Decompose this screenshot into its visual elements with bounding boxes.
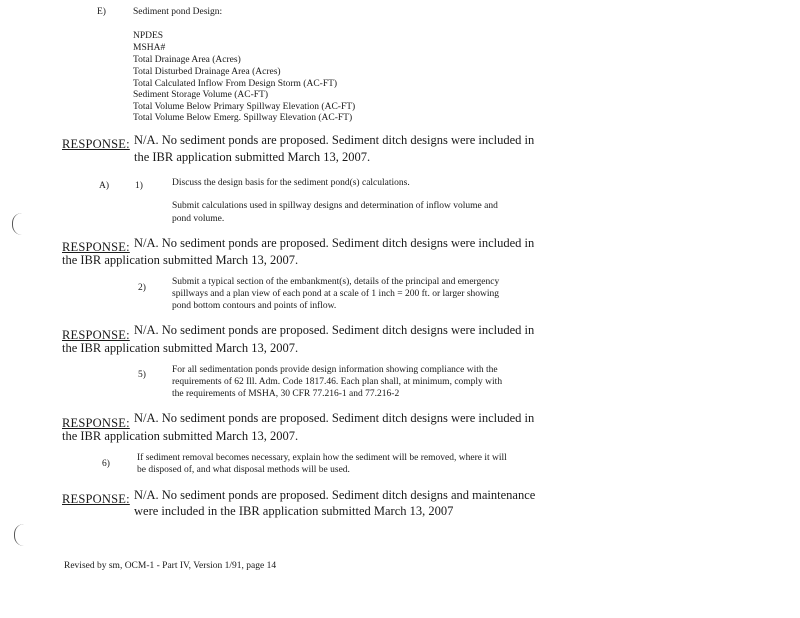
- response-label: RESPONSE:: [62, 416, 130, 430]
- item-a-number: 1): [135, 181, 143, 191]
- item-5-line: the requirements of MSHA, 30 CFR 77.216-1 and 77.216-2: [172, 389, 400, 399]
- item-5-line: requirements of 62 Ill. Adm. Code 1817.46. Each plan shall, at minimum, comply with: [172, 377, 503, 387]
- item-a-sub-line: pond volume.: [172, 214, 225, 224]
- item-a-letter: A): [99, 181, 110, 191]
- item-2-line: pond bottom contours and points of inflow.: [172, 301, 337, 311]
- response-text-line: N/A. No sediment ponds are proposed. Sediment ditch designs and maintenance: [134, 488, 536, 502]
- response-text-line: the IBR application submitted March 13, 2007.: [62, 253, 299, 267]
- response-text-line: N/A. No sediment ponds are proposed. Sediment ditch designs were included in: [134, 411, 535, 425]
- item-6-line: be disposed of, and what disposal methods will be used.: [137, 465, 350, 475]
- list-item: NPDES: [133, 31, 164, 41]
- response-text-line: N/A. No sediment ponds are proposed. Sediment ditch designs were included in: [134, 323, 535, 337]
- response-text-line: the IBR application submitted March 13, 2007.: [62, 429, 299, 443]
- response-text-line: the IBR application submitted March 13, 2007.: [62, 341, 299, 355]
- section-e-title: Sediment pond Design:: [133, 7, 223, 17]
- response-text-line: the IBR application submitted March 13, 2007.: [134, 150, 371, 164]
- item-5-line: For all sedimentation ponds provide design information showing compliance with the: [172, 365, 498, 375]
- list-item: Total Drainage Area (Acres): [133, 55, 241, 65]
- item-2-number: 2): [138, 283, 146, 293]
- section-e-label: E): [97, 7, 106, 17]
- page-footer: Revised by sm, OCM-1 - Part IV, Version 1/91, page 14: [64, 561, 277, 571]
- item-a-text: Discuss the design basis for the sediment pond(s) calculations.: [172, 178, 410, 188]
- list-item: Total Calculated Inflow From Design Storm (AC-FT): [133, 79, 338, 89]
- response-text-line: N/A. No sediment ponds are proposed. Sediment ditch designs were included in: [134, 133, 535, 147]
- response-text-line: were included in the IBR application submitted March 13, 2007: [134, 504, 454, 518]
- list-item: Total Volume Below Emerg. Spillway Elevation (AC-FT): [133, 113, 353, 123]
- response-label: RESPONSE:: [62, 492, 130, 506]
- list-item: Sediment Storage Volume (AC-FT): [133, 90, 269, 100]
- margin-mark: [14, 524, 25, 546]
- list-item: Total Volume Below Primary Spillway Elevation (AC-FT): [133, 102, 356, 112]
- list-item: MSHA#: [133, 43, 166, 53]
- item-2-line: Submit a typical section of the embankment(s), details of the principal and emergency: [172, 277, 500, 287]
- item-6-line: If sediment removal becomes necessary, explain how the sediment will be removed, where it will: [137, 453, 507, 463]
- response-label: RESPONSE:: [62, 240, 130, 254]
- response-label: RESPONSE:: [62, 137, 130, 151]
- item-5-number: 5): [138, 370, 146, 380]
- list-item: Total Disturbed Drainage Area (Acres): [133, 67, 281, 77]
- response-label: RESPONSE:: [62, 328, 130, 342]
- item-6-number: 6): [102, 459, 110, 469]
- item-2-line: spillways and a plan view of each pond at a scale of 1 inch = 200 ft. or larger showing: [172, 289, 500, 299]
- margin-mark: [12, 213, 23, 235]
- item-a-sub-line: Submit calculations used in spillway designs and determination of inflow volume and: [172, 201, 498, 211]
- response-text-line: N/A. No sediment ponds are proposed. Sediment ditch designs were included in: [134, 236, 535, 250]
